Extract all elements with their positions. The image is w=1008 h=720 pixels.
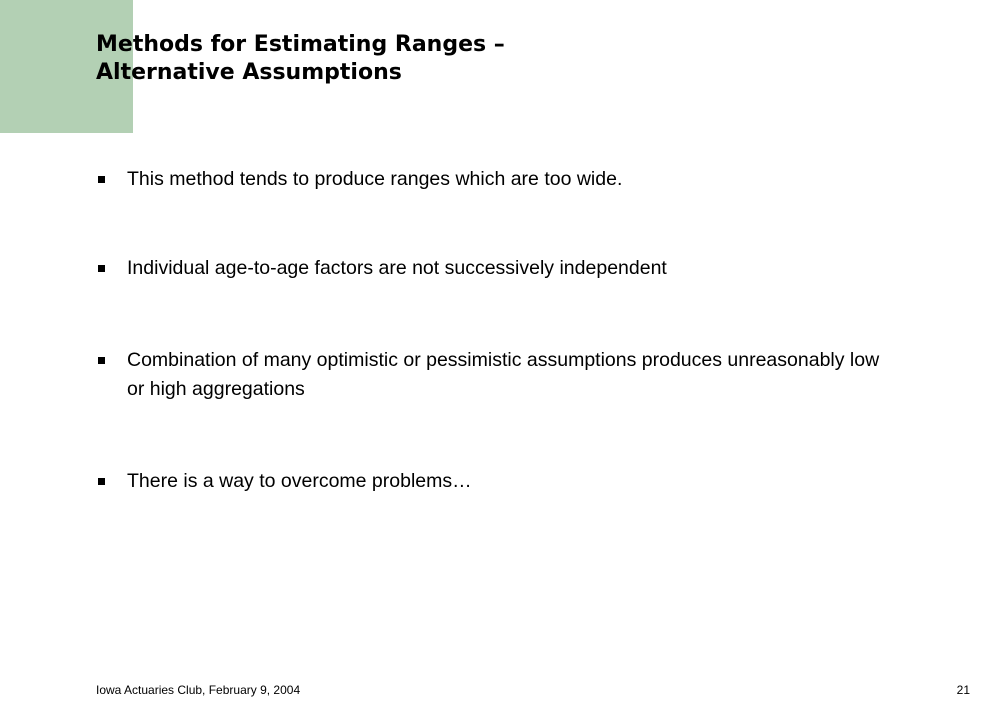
bullet-text: There is a way to overcome problems… <box>127 470 472 492</box>
square-bullet-icon <box>98 357 105 364</box>
footer-caption: Iowa Actuaries Club, February 9, 2004 <box>96 683 301 697</box>
bullet-item <box>96 346 916 404</box>
page-number: 21 <box>956 683 970 697</box>
square-bullet-icon <box>98 478 105 485</box>
title-line-2: Alternative Assumptions <box>96 60 402 85</box>
bullet-text: This method tends to produce ranges which are too wide. <box>127 168 623 190</box>
title-line-1: Methods for Estimating Ranges – <box>96 32 505 57</box>
bullet-text: Combination of many optimistic or pessimistic assumptions produces unreasonably low or high aggregations <box>127 349 880 400</box>
bullet-item <box>96 165 916 194</box>
bullet-item <box>96 254 916 283</box>
bullet-text: Individual age-to-age factors are not successively independent <box>127 257 667 279</box>
square-bullet-icon <box>98 265 105 272</box>
slide-title <box>96 31 856 87</box>
bullet-item <box>96 467 916 496</box>
square-bullet-icon <box>98 176 105 183</box>
